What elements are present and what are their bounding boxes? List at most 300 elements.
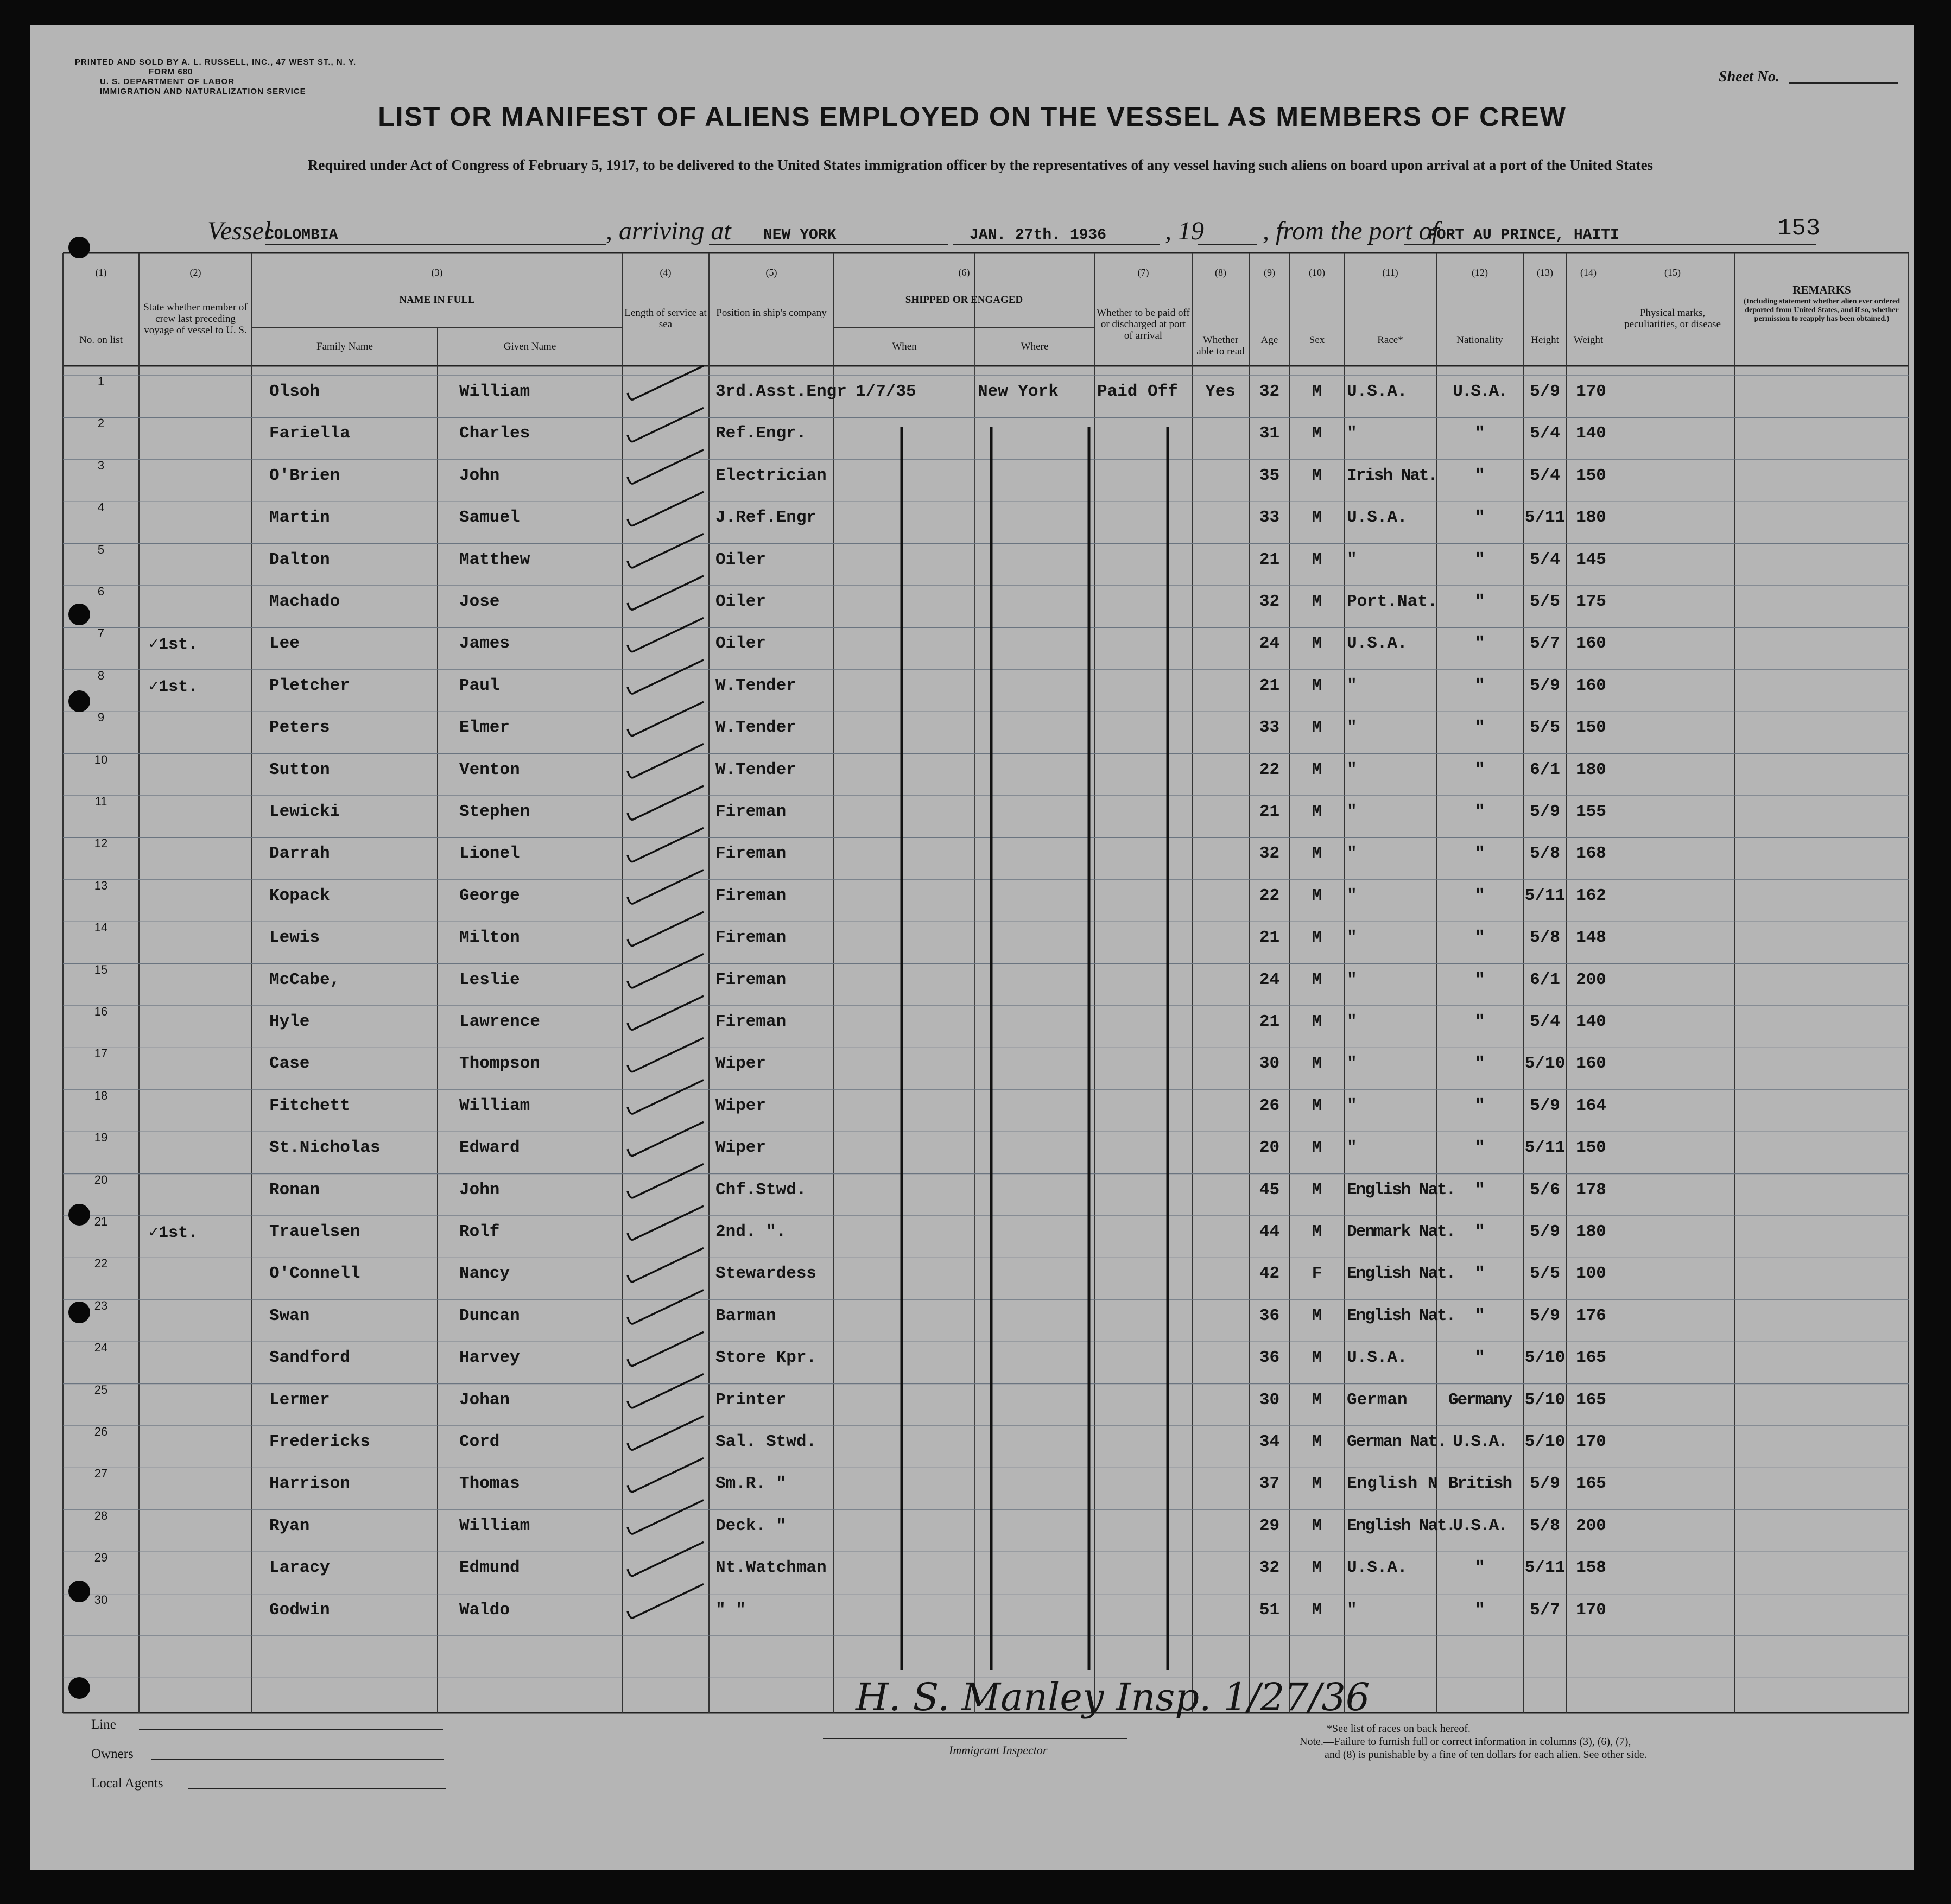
column-heading: Whether to be paid off or discharged at port of arrival (1097, 307, 1190, 341)
cell-given-name: Edmund (459, 1558, 520, 1578)
column-heading: Age (1260, 334, 1278, 346)
service-checkmark (628, 1500, 704, 1534)
cell-age: 33 (1259, 508, 1280, 528)
service-checkmark (628, 492, 704, 525)
cell-age: 32 (1259, 1558, 1280, 1578)
service-checkmark (628, 702, 704, 735)
cell-position: Wiper (715, 1054, 767, 1074)
cell-position: Fireman (715, 1012, 787, 1031)
cell-row-number: 14 (94, 921, 108, 935)
column-number: (2) (189, 267, 201, 278)
cell-position: " " (715, 1600, 746, 1620)
cell-row-number: 8 (97, 668, 105, 682)
cell-family-name: Peters (269, 718, 330, 738)
cell-sex: M (1312, 592, 1322, 611)
cell-race: German Nat. (1347, 1432, 1446, 1451)
cell-weight: 145 (1576, 550, 1606, 569)
cell-position: Oiler (715, 592, 767, 611)
cell-given-name: Thompson (459, 1054, 540, 1074)
cell-row-number: 1 (97, 375, 105, 388)
cell-row-number: 21 (94, 1215, 108, 1228)
cell-height: 5/9 (1530, 1222, 1560, 1241)
column-heading: Weight (1573, 334, 1604, 346)
arriving-at-label: , arriving at (606, 217, 731, 245)
penalty-note-2: and (8) is punishable by a fine of ten dollars for each alien. See other side. (1325, 1749, 1647, 1761)
cell-race: " (1347, 928, 1357, 948)
cell-sex: M (1312, 1054, 1322, 1074)
cell-given-name: Nancy (459, 1264, 510, 1284)
cell-sex: M (1312, 634, 1322, 653)
cell-family-name: Trauelsen (269, 1222, 360, 1241)
cell-sex: M (1312, 1474, 1322, 1494)
cell-family-name: Godwin (269, 1600, 330, 1620)
cell-nationality: " (1474, 1264, 1485, 1284)
cell-race: U.S.A. (1347, 1558, 1408, 1578)
cell-nationality: " (1474, 844, 1485, 864)
cell-race: " (1347, 1012, 1357, 1031)
cell-height: 5/5 (1530, 718, 1560, 738)
cell-height: 5/4 (1530, 424, 1560, 443)
cell-previous-voyage: ✓1st. (149, 636, 198, 655)
cell-position: Fireman (715, 802, 787, 821)
cell-race: " (1347, 970, 1357, 989)
cell-weight: 180 (1576, 760, 1606, 779)
page-title: LIST OR MANIFEST OF ALIENS EMPLOYED ON THE VESSEL AS MEMBERS OF CREW (378, 101, 1567, 132)
cell-height: 5/10 (1524, 1390, 1566, 1410)
service-checkmark (628, 912, 704, 945)
cell-weight: 165 (1576, 1390, 1606, 1410)
cell-nationality: " (1474, 1180, 1485, 1199)
inspector-label: Immigrant Inspector (949, 1743, 1048, 1757)
cell-row-number: 4 (97, 500, 105, 515)
service-checkmark (628, 534, 704, 568)
cell-race: English Nat. (1347, 1264, 1455, 1284)
column-number: (5) (765, 267, 777, 278)
cell-family-name: Lee (269, 634, 300, 653)
cell-height: 5/10 (1524, 1348, 1566, 1368)
column-number: (4) (660, 267, 672, 278)
cell-given-name: William (459, 1516, 530, 1535)
service-checkmark (628, 1122, 704, 1156)
cell-weight: 165 (1576, 1474, 1606, 1494)
cell-sex: M (1312, 1516, 1322, 1535)
cell-weight: 148 (1576, 928, 1606, 948)
service-checkmark (628, 1542, 704, 1576)
cell-weight: 175 (1576, 592, 1606, 611)
cell-row-number: 28 (94, 1508, 108, 1522)
cell-sex: M (1312, 844, 1322, 864)
inspector-signature: H. S. Manley Insp. 1/27/36 (856, 1675, 1370, 1719)
cell-weight: 160 (1576, 676, 1606, 695)
cell-weight: 140 (1576, 424, 1606, 443)
cell-weight: 200 (1576, 970, 1606, 989)
service-checkmark (628, 1332, 704, 1366)
cell-height: 5/9 (1530, 802, 1560, 821)
service: IMMIGRATION AND NATURALIZATION SERVICE (100, 87, 306, 96)
cell-given-name: John (459, 466, 500, 485)
cell-sex: M (1312, 1600, 1322, 1620)
cell-position: Fireman (715, 970, 787, 989)
service-checkmark (628, 828, 704, 861)
cell-race: English Nat. (1347, 1306, 1455, 1325)
cell-row-number: 23 (94, 1298, 108, 1312)
cell-race: Denmark Nat. (1347, 1222, 1455, 1241)
arrival-underline (709, 244, 948, 245)
service-checkmark (628, 870, 704, 904)
cell-row-number: 2 (97, 416, 105, 430)
cell-family-name: Laracy (269, 1558, 330, 1578)
cell-race: " (1347, 886, 1357, 905)
cell-family-name: Fredericks (269, 1432, 371, 1451)
cell-family-name: Fitchett (269, 1096, 350, 1115)
cell-weight: 165 (1576, 1348, 1606, 1368)
cell-shipped-when: 1/7/35 (856, 382, 916, 401)
column-number: (3) (431, 267, 443, 278)
cell-height: 5/11 (1524, 886, 1566, 905)
cell-age: 20 (1259, 1138, 1280, 1158)
cell-paid-off: Paid Off (1097, 382, 1178, 401)
cell-given-name: Elmer (459, 718, 510, 738)
cell-row-number: 22 (94, 1256, 108, 1271)
cell-height: 5/9 (1530, 382, 1560, 401)
cell-age: 26 (1259, 1096, 1280, 1115)
column-subheading: Where (1021, 341, 1049, 352)
service-checkmark (628, 954, 704, 988)
service-checkmark (628, 1248, 704, 1281)
cell-position: 3rd.Asst.Engr (715, 382, 847, 401)
cell-sex: M (1312, 1180, 1322, 1199)
cell-sex: M (1312, 1558, 1322, 1578)
cell-row-number: 11 (94, 795, 107, 808)
cell-age: 21 (1259, 1012, 1280, 1031)
cell-nationality: " (1474, 1222, 1485, 1241)
cell-position: 2nd. ". (715, 1222, 787, 1241)
inspector-underline (823, 1738, 1127, 1739)
cell-height: 5/9 (1530, 1306, 1560, 1325)
column-heading: Race* (1377, 334, 1403, 346)
punch-hole (68, 237, 90, 258)
cell-height: 5/9 (1530, 1474, 1560, 1494)
cell-sex: M (1312, 424, 1322, 443)
cell-given-name: John (459, 1180, 500, 1199)
cell-age: 37 (1259, 1474, 1280, 1494)
cell-given-name: Johan (459, 1390, 510, 1410)
cell-weight: 168 (1576, 844, 1606, 864)
cell-position: W.Tender (715, 718, 796, 738)
cell-given-name: Stephen (459, 802, 530, 821)
cell-weight: 150 (1576, 718, 1606, 738)
cell-height: 5/10 (1524, 1432, 1566, 1451)
column-heading: REMARKS (1792, 283, 1851, 296)
cell-sex: F (1312, 1264, 1322, 1284)
column-number: (7) (1137, 267, 1149, 278)
cell-row-number: 27 (94, 1467, 108, 1481)
cell-weight: 170 (1576, 1432, 1606, 1451)
column-number: (8) (1215, 267, 1226, 278)
cell-age: 24 (1259, 634, 1280, 653)
date-underline (953, 244, 1160, 245)
column-number: (6) (958, 267, 970, 278)
cell-position: W.Tender (715, 760, 796, 779)
punch-hole (68, 1677, 90, 1699)
cell-row-number: 18 (94, 1088, 108, 1102)
manifest-page (30, 25, 1914, 1870)
cell-position: Oiler (715, 550, 767, 569)
cell-position: J.Ref.Engr (715, 508, 817, 528)
sheet-no-field (1789, 82, 1898, 84)
column-number: (12) (1472, 267, 1488, 278)
column-heading: No. on list (79, 334, 123, 346)
service-checkmark (628, 1584, 704, 1618)
arrival-date: JAN. 27th. 1936 (970, 227, 1107, 244)
cell-nationality: U.S.A. (1453, 1432, 1507, 1451)
cell-age: 36 (1259, 1306, 1280, 1325)
service-checkmark (628, 996, 704, 1030)
cell-height: 5/5 (1530, 592, 1560, 611)
cell-age: 30 (1259, 1054, 1280, 1074)
cell-sex: M (1312, 928, 1322, 948)
cell-family-name: Fariella (269, 424, 350, 443)
cell-sex: M (1312, 382, 1322, 401)
cell-row-number: 5 (97, 542, 105, 556)
column-number: (1) (95, 267, 107, 278)
cell-race: U.S.A. (1347, 382, 1408, 401)
form-number: FORM 680 (149, 67, 193, 77)
cell-race: Irish Nat. (1347, 466, 1437, 485)
vessel-label: Vessel (207, 217, 271, 245)
cell-race: " (1347, 1096, 1357, 1115)
cell-height: 5/10 (1524, 1054, 1566, 1074)
service-checkmark (628, 744, 704, 778)
cell-race: " (1347, 802, 1357, 821)
cell-nationality: British (1448, 1474, 1512, 1494)
cell-height: 5/8 (1530, 928, 1560, 948)
column-number: (9) (1264, 267, 1275, 278)
cell-given-name: Jose (459, 592, 500, 611)
cell-nationality: " (1474, 1558, 1485, 1578)
cell-weight: 180 (1576, 1222, 1606, 1241)
cell-position: Chf.Stwd. (715, 1180, 807, 1199)
cell-nationality: " (1474, 718, 1485, 738)
column-subheading: Given Name (503, 341, 556, 352)
service-checkmark (628, 576, 704, 610)
cell-sex: M (1312, 1012, 1322, 1031)
cell-row-number: 16 (94, 1005, 108, 1018)
cell-nationality: " (1474, 1012, 1485, 1031)
cell-race: German (1347, 1390, 1408, 1410)
service-checkmark (628, 618, 704, 651)
department: U. S. DEPARTMENT OF LABOR (100, 77, 235, 86)
cell-given-name: Duncan (459, 1306, 520, 1325)
cell-given-name: Paul (459, 676, 500, 695)
cell-weight: 170 (1576, 1600, 1606, 1620)
cell-weight: 150 (1576, 1138, 1606, 1158)
cell-height: 5/11 (1524, 1138, 1566, 1158)
cell-family-name: Lewicki (269, 802, 340, 821)
cell-race: English N (1347, 1474, 1438, 1494)
cell-age: 21 (1259, 802, 1280, 821)
cell-position: Electrician (715, 466, 827, 485)
cell-shipped-where: New York (978, 382, 1059, 401)
cell-given-name: Edward (459, 1138, 520, 1158)
column-number: (10) (1309, 267, 1325, 278)
cell-position: Ref.Engr. (715, 424, 807, 443)
cell-nationality: Germany (1448, 1390, 1512, 1410)
column-heading: Whether able to read (1196, 334, 1245, 357)
cell-height: 5/11 (1524, 1558, 1566, 1578)
cell-family-name: Kopack (269, 886, 330, 905)
cell-age: 21 (1259, 676, 1280, 695)
service-checkmark (628, 1416, 704, 1450)
cell-height: 5/8 (1530, 844, 1560, 864)
column-number: (13) (1537, 267, 1553, 278)
cell-sex: M (1312, 1306, 1322, 1325)
cell-sex: M (1312, 1348, 1322, 1368)
cell-weight: 100 (1576, 1264, 1606, 1284)
cell-position: Wiper (715, 1138, 767, 1158)
cell-position: Oiler (715, 634, 767, 653)
cell-age: 45 (1259, 1180, 1280, 1199)
service-checkmark (628, 1038, 704, 1071)
cell-sex: M (1312, 760, 1322, 779)
cell-previous-voyage: ✓1st. (149, 1224, 198, 1242)
cell-height: 5/7 (1530, 634, 1560, 653)
cell-race: U.S.A. (1347, 1348, 1408, 1368)
cell-age: 42 (1259, 1264, 1280, 1284)
cell-row-number: 19 (94, 1131, 108, 1145)
cell-row-number: 13 (94, 878, 108, 892)
column-number: (15) (1664, 267, 1681, 278)
cell-height: 5/6 (1530, 1180, 1560, 1199)
cell-age: 31 (1259, 424, 1280, 443)
column-heading: NAME IN FULL (399, 294, 475, 306)
cell-position: Sal. Stwd. (715, 1432, 817, 1451)
cell-age: 24 (1259, 970, 1280, 989)
cell-height: 5/4 (1530, 1012, 1560, 1031)
cell-age: 22 (1259, 886, 1280, 905)
cell-sex: M (1312, 1222, 1322, 1241)
cell-row-number: 26 (94, 1425, 108, 1438)
service-checkmark (628, 408, 704, 441)
printer-line: PRINTED AND SOLD BY A. L. RUSSELL, INC., 47 WEST ST., N. Y. (75, 58, 357, 67)
cell-family-name: Case (269, 1054, 310, 1074)
cell-family-name: Olsoh (269, 382, 320, 401)
local-agents-field (188, 1788, 446, 1789)
cell-nationality: " (1474, 550, 1485, 569)
cell-height: 6/1 (1530, 970, 1560, 989)
departure-underline (1404, 244, 1816, 245)
column-number: (11) (1382, 267, 1398, 278)
cell-position: Wiper (715, 1096, 767, 1115)
cell-nationality: " (1474, 1306, 1485, 1325)
cell-weight: 160 (1576, 1054, 1606, 1074)
cell-height: 5/9 (1530, 1096, 1560, 1115)
local-agents-label: Local Agents (91, 1776, 163, 1791)
punch-hole (68, 1581, 90, 1602)
cell-nationality: " (1474, 760, 1485, 779)
column-heading: State whether member of crew last preceding voyage of vessel to U. S. (143, 302, 248, 336)
cell-previous-voyage: ✓1st. (149, 677, 198, 696)
service-checkmark (628, 1374, 704, 1408)
cell-family-name: Swan (269, 1306, 310, 1325)
cell-age: 51 (1259, 1600, 1280, 1620)
cell-given-name: Lawrence (459, 1012, 540, 1031)
column-note: (Including statement whether alien ever ordered deported from United States, and if so, whether permission to reapply has been obtained.) (1743, 297, 1901, 323)
punch-hole (68, 1204, 90, 1226)
column-subheading: Family Name (316, 341, 373, 352)
cell-race: English Nat. (1347, 1516, 1455, 1535)
cell-weight: 140 (1576, 1012, 1606, 1031)
cell-weight: 200 (1576, 1516, 1606, 1535)
line-label: Line (91, 1717, 116, 1732)
page-number: 153 (1777, 215, 1821, 242)
column-heading: Sex (1309, 334, 1325, 346)
cell-race: Port.Nat. (1347, 592, 1438, 611)
service-checkmark (628, 366, 704, 399)
cell-given-name: George (459, 886, 520, 905)
cell-height: 5/7 (1530, 1600, 1560, 1620)
cell-height: 5/5 (1530, 1264, 1560, 1284)
cell-family-name: Machado (269, 592, 340, 611)
cell-height: 5/8 (1530, 1516, 1560, 1535)
cell-weight: 162 (1576, 886, 1606, 905)
cell-position: Nt.Watchman (715, 1558, 827, 1578)
cell-given-name: Matthew (459, 550, 530, 569)
sheet-no-label: Sheet No. (1719, 68, 1779, 85)
cell-family-name: Sandford (269, 1348, 350, 1368)
cell-age: 30 (1259, 1390, 1280, 1410)
cell-row-number: 9 (97, 710, 105, 725)
cell-given-name: Thomas (459, 1474, 520, 1494)
service-checkmark (628, 1164, 704, 1198)
cell-given-name: James (459, 634, 510, 653)
cell-position: Stewardess (715, 1264, 817, 1284)
cell-sex: M (1312, 1390, 1322, 1410)
column-subheading: When (892, 341, 917, 352)
cell-weight: 170 (1576, 382, 1606, 401)
cell-given-name: Rolf (459, 1222, 500, 1241)
cell-weight: 160 (1576, 634, 1606, 653)
cell-nationality: " (1474, 466, 1485, 485)
cell-sex: M (1312, 802, 1322, 821)
cell-nationality: U.S.A. (1453, 1516, 1507, 1535)
cell-height: 5/4 (1530, 550, 1560, 569)
year-underline (1198, 244, 1257, 245)
cell-age: 21 (1259, 928, 1280, 948)
cell-race: " (1347, 718, 1357, 738)
cell-nationality: " (1474, 508, 1485, 528)
column-number: (14) (1580, 267, 1597, 278)
cell-given-name: Cord (459, 1432, 500, 1451)
cell-race: U.S.A. (1347, 508, 1408, 528)
cell-row-number: 3 (97, 458, 105, 472)
year-prefix: , 19 (1165, 217, 1204, 245)
cell-weight: 158 (1576, 1558, 1606, 1578)
cell-sex: M (1312, 508, 1322, 528)
cell-given-name: Harvey (459, 1348, 520, 1368)
cell-row-number: 15 (94, 962, 108, 976)
cell-row-number: 6 (97, 585, 105, 598)
cell-race: " (1347, 1600, 1357, 1620)
cell-sex: M (1312, 970, 1322, 989)
cell-given-name: William (459, 382, 530, 401)
cell-family-name: Harrison (269, 1474, 350, 1494)
races-note: *See list of races on back hereof. (1327, 1723, 1471, 1735)
cell-given-name: Samuel (459, 508, 520, 528)
cell-age: 32 (1259, 592, 1280, 611)
cell-row-number: 10 (94, 752, 108, 766)
cell-row-number: 12 (94, 836, 108, 851)
